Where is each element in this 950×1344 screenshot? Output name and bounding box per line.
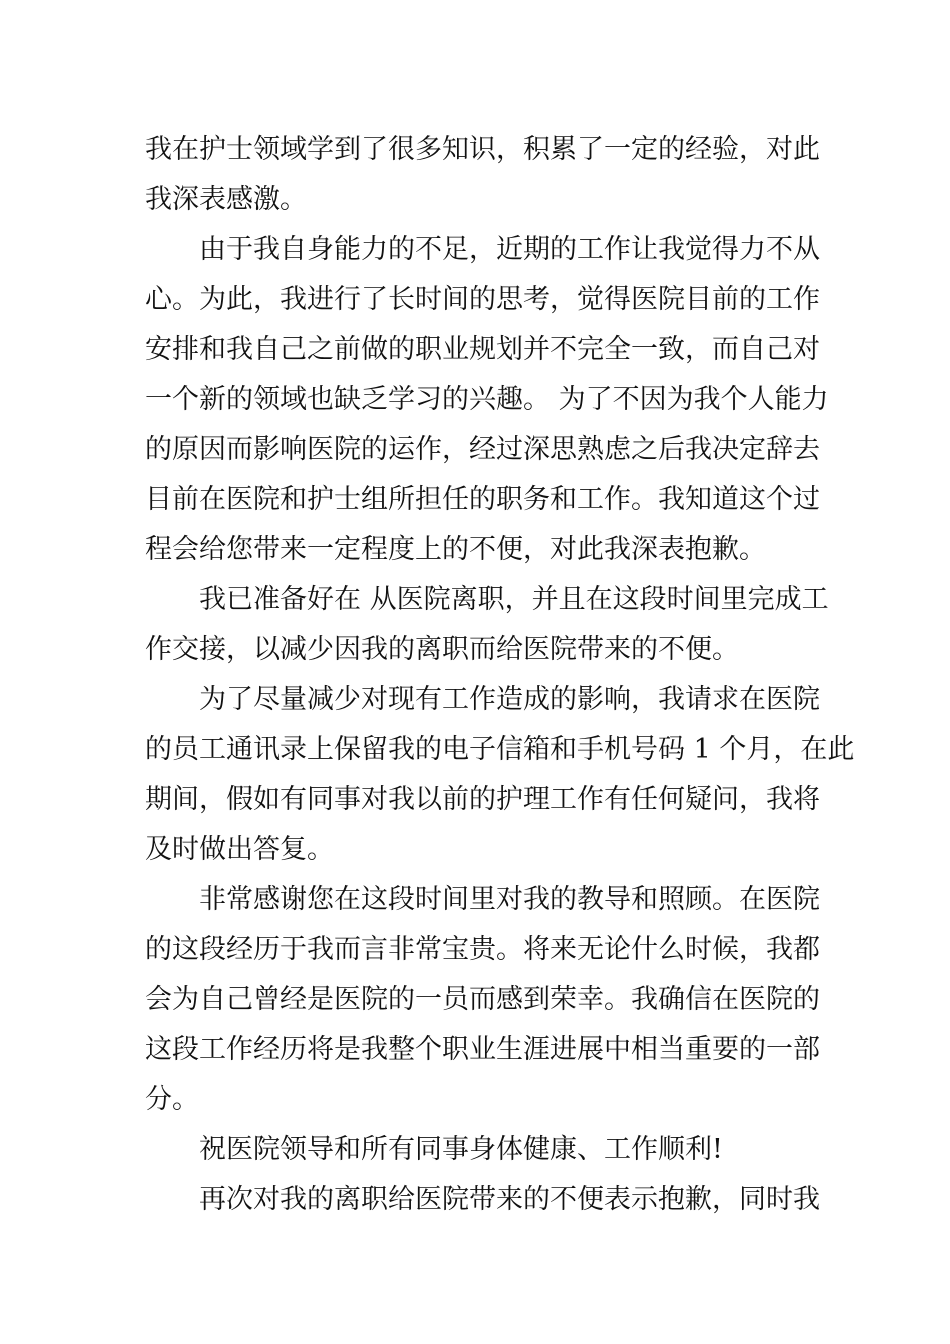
text-line: 及时做出答复。 [145, 834, 334, 865]
text-line: 为了尽量减少对现有工作造成的影响，我请求在医院 [199, 684, 820, 715]
paragraph [145, 575, 829, 675]
paragraph [145, 675, 855, 875]
text-line: 我已准备好在 从医院离职，并且在这段时间里完成工 [199, 584, 829, 615]
text-line: 分。 [145, 1084, 199, 1115]
letter-body [145, 125, 855, 1225]
text-line: 祝医院领导和所有同事身体健康、工作顺利! [199, 1134, 723, 1165]
paragraph [145, 1125, 807, 1175]
paragraph [145, 125, 820, 225]
text-line: 的原因而影响医院的运作，经过深思熟虑之后我决定辞去 [145, 434, 820, 465]
text-line: 作交接，以减少因我的离职而给医院带来的不便。 [145, 634, 739, 665]
paragraph [145, 875, 820, 1125]
text-line: 这段工作经历将是我整个职业生涯进展中相当重要的一部 [145, 1034, 820, 1065]
text-line: 安排和我自己之前做的职业规划并不完全一致，而自己对 [145, 334, 820, 365]
paragraph [145, 225, 829, 575]
text-line: 一个新的领域也缺乏学习的兴趣。 为了不因为我个人能力 [145, 384, 829, 415]
text-line: 由于我自身能力的不足，近期的工作让我觉得力不从 [199, 234, 820, 265]
text-line: 程会给您带来一定程度上的不便，对此我深表抱歉。 [145, 534, 766, 565]
text-line: 的这段经历于我而言非常宝贵。将来无论什么时候，我都 [145, 934, 820, 965]
text-line: 我在护士领域学到了很多知识，积累了一定的经验，对此 [145, 134, 820, 165]
text-line: 期间，假如有同事对我以前的护理工作有任何疑问，我将 [145, 784, 820, 815]
text-line: 目前在医院和护士组所担任的职务和工作。我知道这个过 [145, 484, 820, 515]
text-line: 非常感谢您在这段时间里对我的教导和照顾。在医院 [199, 884, 820, 915]
text-line: 心。为此，我进行了长时间的思考，觉得医院目前的工作 [145, 284, 820, 315]
text-line: 再次对我的离职给医院带来的不便表示抱歉，同时我 [199, 1184, 820, 1215]
paragraph [145, 1175, 820, 1225]
text-line: 会为自己曾经是医院的一员而感到荣幸。我确信在医院的 [145, 984, 820, 1015]
text-line: 我深表感激。 [145, 184, 307, 215]
text-line: 的员工通讯录上保留我的电子信箱和手机号码 1 个月，在此 [145, 734, 855, 765]
